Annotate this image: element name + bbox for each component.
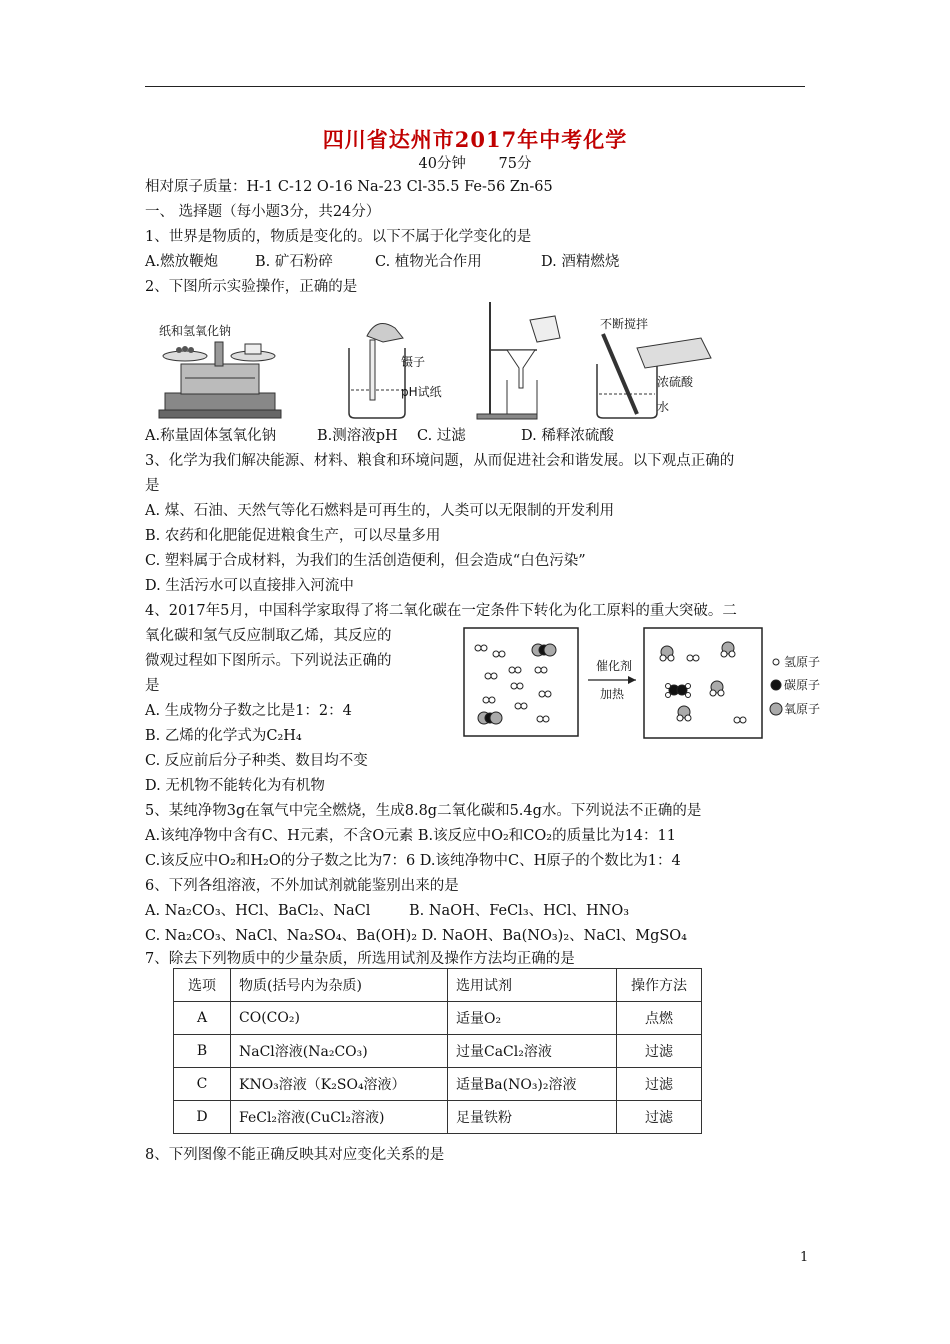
table-cell: A: [174, 1002, 231, 1035]
table-cell: 足量铁粉: [448, 1101, 617, 1134]
exam-time: 40分钟: [418, 156, 466, 172]
q5-stem: 5、某纯净物3g在氧气中完全燃烧，生成8.8g二氧化碳和5.4g水。下列说法不正确的是: [145, 803, 702, 819]
table-cell: NaCl溶液(Na₂CO₃): [231, 1035, 448, 1068]
balance-illustration: [159, 323, 281, 418]
table-cell: KNO₃溶液（K₂SO₄溶液）: [231, 1068, 448, 1101]
q4-option-d: D. 无机物不能转化为有机物: [145, 778, 325, 794]
table-header: 操作方法: [617, 969, 702, 1002]
table-cell: 过量CaCl₂溶液: [448, 1035, 617, 1068]
table-cell: 点燃: [617, 1002, 702, 1035]
q3-stem-line1: 3、化学为我们解决能源、材料、粮食和环境问题，从而促进社会和谐发展。以下观点正确的: [145, 453, 735, 469]
atomic-mass: 相对原子质量：H-1 C-12 O-16 Na-23 Cl-35.5 Fe-56 Zn-65: [145, 179, 553, 195]
ph-test-illustration: [349, 324, 442, 419]
q2-figure: [145, 298, 745, 423]
q7-stem: 7、除去下列物质中的少量杂质，所选用试剂及操作方法均正确的是: [145, 951, 575, 967]
q4-option-b: B. 乙烯的化学式为C₂H₄: [145, 728, 302, 744]
legend-oxygen: 氧原子: [784, 702, 821, 716]
balance-label: 纸和氢氧化钠: [159, 324, 232, 338]
table-cell: 适量Ba(NO₃)₂溶液: [448, 1068, 617, 1101]
table-row: [174, 1068, 702, 1101]
top-rule: [145, 86, 805, 87]
q4-stem-line1: 4、2017年5月，中国科学家取得了将二氧化碳在一定条件下转化为化工原料的重大突破。二: [145, 603, 737, 619]
table-cell: C: [174, 1068, 231, 1101]
q2-option-c: C. 过滤: [417, 428, 466, 444]
table-header-row: [174, 969, 702, 1002]
table-row: [174, 1101, 702, 1134]
q2-option-d: D. 稀释浓硫酸: [521, 428, 614, 444]
q1-option-b: B. 矿石粉碎: [255, 254, 333, 270]
legend-carbon: 碳原子: [784, 678, 821, 692]
q3-stem-line2: 是: [145, 478, 160, 494]
q3-option-b: B. 农药和化肥能促进粮食生产，可以尽量多用: [145, 528, 441, 544]
q1-option-c: C. 植物光合作用: [375, 254, 482, 270]
tweezers-label: 镊子: [401, 355, 426, 369]
q3-option-d: D. 生活污水可以直接排入河流中: [145, 578, 354, 594]
q4-option-a: A. 生成物分子数之比是1：2：4: [145, 703, 352, 719]
q6-options-cd: C. Na₂CO₃、NaCl、Na₂SO₄、Ba(OH)₂ D. NaOH、Ba(NO₃)₂、NaCl、MgSO₄: [145, 928, 687, 944]
table-cell: 过滤: [617, 1035, 702, 1068]
table-cell: 过滤: [617, 1068, 702, 1101]
q5-options-ab: A.该纯净物中含有C、H元素，不含O元素 B.该反应中O₂和CO₂的质量比为14：11: [145, 828, 676, 844]
q4-option-c: C. 反应前后分子种类、数目均不变: [145, 753, 368, 769]
table-cell: FeCl₂溶液(CuCl₂溶液): [231, 1101, 448, 1134]
section-heading: 一、 选择题（每小题3分，共24分）: [145, 204, 381, 220]
table-cell: CO(CO₂): [231, 1002, 448, 1035]
q2-options: [145, 426, 614, 446]
q2-stem: 2、下图所示实验操作，正确的是: [145, 279, 358, 295]
table-cell: B: [174, 1035, 231, 1068]
q6-options-ab: [145, 901, 629, 921]
acid-label: 浓硫酸: [657, 375, 694, 389]
q3-option-c: C. 塑料属于合成材料，为我们的生活创造便利，但会造成“白色污染”: [145, 553, 586, 569]
q3-option-a: A. 煤、石油、天然气等化石燃料是可再生的，人类可以无限制的开发利用: [145, 503, 615, 519]
table-cell: D: [174, 1101, 231, 1134]
q1-option-d: D. 酒精燃烧: [541, 254, 620, 270]
dilution-illustration: [597, 316, 711, 418]
table-row: [174, 1002, 702, 1035]
table-header: 选项: [174, 969, 231, 1002]
q1-options: [145, 252, 619, 272]
legend-hydrogen: 氢原子: [784, 655, 821, 669]
exam-score: 75分: [498, 156, 532, 172]
table-header: 选用试剂: [448, 969, 617, 1002]
page-title: 四川省达州市2017年中考化学: [322, 127, 628, 152]
heat-label: 加热: [600, 687, 625, 701]
q5-options-cd: C.该反应中O₂和H₂O的分子数之比为7：6 D.该纯净物中C、H原子的个数比为1：4: [145, 853, 681, 869]
q8-stem: 8、下列图像不能正确反映其对应变化关系的是: [145, 1147, 445, 1163]
q1-option-a: A.燃放鞭炮: [145, 254, 219, 270]
water-label: 水: [657, 400, 670, 414]
table-row: [174, 1035, 702, 1068]
q6-option-a: A. Na₂CO₃、HCl、BaCl₂、NaCl: [145, 903, 371, 919]
table-cell: 过滤: [617, 1101, 702, 1134]
q4-stem-line4: 是: [145, 678, 160, 694]
legend: [770, 655, 820, 716]
ph-paper-label: pH试纸: [401, 385, 442, 399]
q6-option-b: B. NaOH、FeCl₃、HCl、HNO₃: [409, 903, 630, 919]
catalyst-label: 催化剂: [596, 659, 633, 673]
q7-table: [173, 968, 702, 1134]
q2-option-b: B.测溶液pH: [317, 428, 398, 444]
q2-option-a: A.称量固体氢氧化钠: [145, 428, 277, 444]
page-number: 1: [800, 1250, 809, 1265]
filtration-illustration: [477, 302, 560, 419]
table-header: 物质(括号内为杂质): [231, 969, 448, 1002]
q4-reaction-diagram: [462, 624, 822, 740]
q4-stem-line3: 微观过程如下图所示。下列说法正确的: [145, 653, 392, 669]
exam-info: [0, 152, 950, 173]
q6-stem: 6、下列各组溶液，不外加试剂就能鉴别出来的是: [145, 878, 459, 894]
stir-label: 不断搅拌: [600, 317, 649, 331]
table-cell: 适量O₂: [448, 1002, 617, 1035]
q4-stem-line2: 氧化碳和氢气反应制取乙烯，其反应的: [145, 628, 392, 644]
q1-stem: 1、世界是物质的，物质是变化的。以下不属于化学变化的是: [145, 229, 532, 245]
